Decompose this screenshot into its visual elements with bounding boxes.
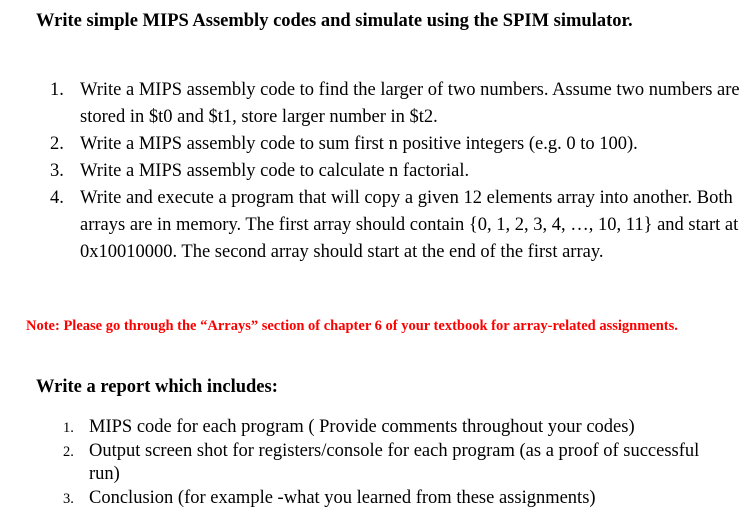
report-heading: Write a report which includes: — [36, 377, 278, 397]
task-number: 2. — [50, 134, 64, 154]
report-item-number: 1. — [63, 420, 74, 436]
report-item-text: MIPS code for each program ( Provide comments throughout your codes) — [89, 417, 635, 437]
task-text: Write a MIPS assembly code to find the larger of two numbers. Assume two numbers are stored in $t0 and $t1, store larger number in $t2. — [80, 80, 740, 127]
report-list — [63, 416, 733, 510]
task-item-2 — [50, 131, 740, 158]
task-number: 3. — [50, 161, 64, 181]
task-text: Write a MIPS assembly code to sum first n positive integers (e.g. 0 to 100). — [80, 134, 638, 154]
report-item-number: 3. — [63, 490, 74, 507]
task-item-1 — [50, 77, 740, 131]
task-item-3 — [50, 158, 740, 185]
task-item-4 — [50, 185, 740, 266]
report-item-text: Output screen shot for registers/console for each program (as a proof of successful run) — [89, 440, 700, 484]
report-item-3 — [63, 487, 733, 511]
array-note: Note: Please go through the “Arrays” section of chapter 6 of your textbook for array-related assignments. — [26, 318, 678, 334]
task-number: 1. — [50, 80, 64, 100]
report-item-number: 2. — [63, 443, 74, 460]
task-number: 4. — [50, 188, 64, 208]
report-item-text: Conclusion (for example -what you learned from these assignments) — [89, 487, 596, 508]
report-item-1 — [63, 416, 733, 440]
task-text: Write a MIPS assembly code to calculate n factorial. — [80, 161, 470, 181]
page-title: Write simple MIPS Assembly codes and simulate using the SPIM simulator. — [36, 11, 633, 31]
task-text: Write and execute a program that will copy a given 12 elements array into another. Both arrays are in memory. The first array should contain {0, 1, 2, 3, 4, …, 10, 11} and start at 0x10010000. The second array should start at the end of the first array. — [80, 188, 739, 262]
report-item-2 — [63, 440, 733, 487]
task-list — [50, 77, 740, 266]
